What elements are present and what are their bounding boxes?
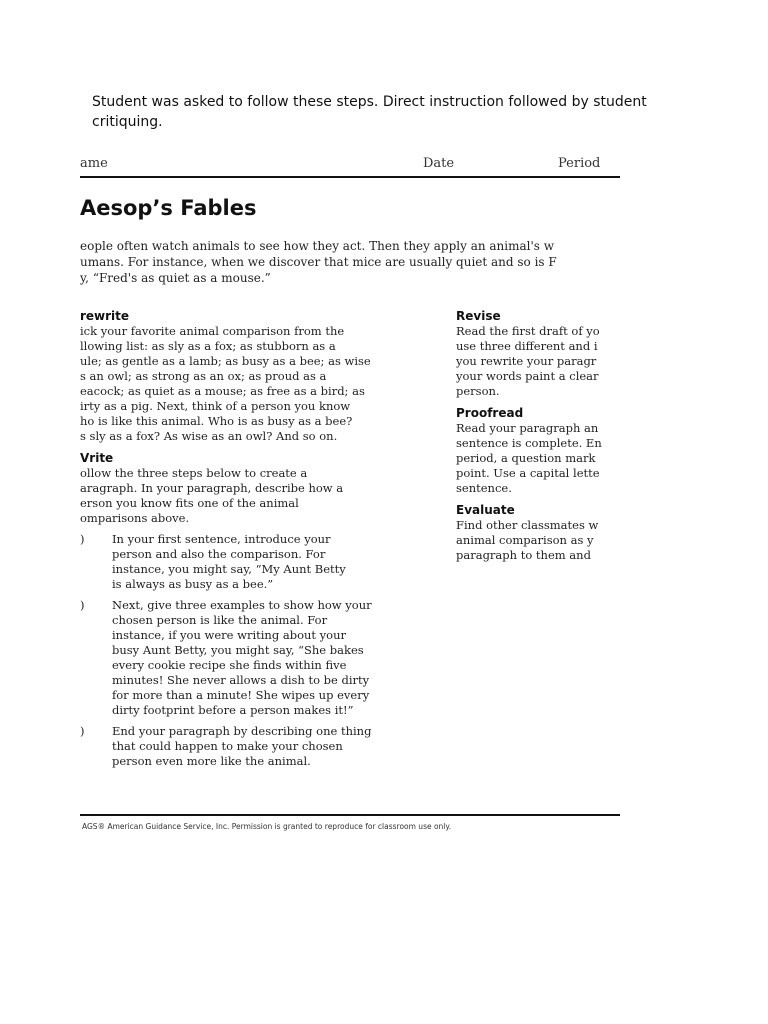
header-rule [80,176,620,178]
write-line: omparisons above. [80,511,190,525]
revise-line: your words paint a clear [456,369,599,383]
revise-line: person. [456,384,500,398]
step-line: chosen person is like the animal. For [112,613,328,627]
left-column [80,308,430,769]
prewrite-line: ule; as gentle as a lamb; as busy as a bee; as wise [80,354,371,368]
evaluate-line: Find other classmates w [456,518,599,532]
prewrite-line: ick your favorite animal comparison from the [80,324,345,338]
write-line: erson you know fits one of the animal [80,496,299,510]
header-period-label: Period [558,156,601,171]
revise-body [456,324,620,399]
footer-rule [80,814,620,816]
evaluate-body [456,518,620,563]
write-step-2 [80,598,430,718]
proofread-line: period, a question mark [456,451,596,465]
header-name-label: ame [80,156,108,171]
revise-line: use three different and i [456,339,598,353]
step-number: ) [80,532,85,546]
proofread-body [456,421,620,496]
step-line: instance, you might say, “My Aunt Betty [112,562,346,576]
header-date-label: Date [423,156,455,171]
proofread-line: Read your paragraph an [456,421,599,435]
revise-line: Read the first draft of yo [456,324,600,338]
step-line: person even more like the animal. [112,754,311,768]
evaluate-line: animal comparison as y [456,533,594,547]
revise-line: you rewrite your paragr [456,354,597,368]
evaluate-heading: Evaluate [456,503,515,517]
proofread-line: sentence is complete. En [456,436,602,450]
worksheet-intro [80,238,620,286]
evaluate-line: paragraph to them and [456,548,591,562]
step-line: End your paragraph by describing one thing [112,724,372,738]
write-body [80,466,430,526]
step-line: person and also the comparison. For [112,547,326,561]
prewrite-line: llowing list: as sly as a fox; as stubborn as a [80,339,336,353]
proofread-line: point. Use a capital lette [456,466,600,480]
intro-line: eople often watch animals to see how they act. Then they apply an animal's w [80,239,555,253]
prewrite-line: ho is like this animal. Who is as busy as a bee? [80,414,353,428]
write-line: aragraph. In your paragraph, describe how a [80,481,344,495]
worksheet-title: Aesop’s Fables [80,196,257,220]
step-line: is always as busy as a bee.” [112,577,274,591]
step-line: dirty footprint before a person makes it!” [112,703,354,717]
write-heading: Vrite [80,451,114,465]
write-step-1 [80,532,430,592]
prewrite-line: eacock; as quiet as a mouse; as free as a bird; as [80,384,365,398]
step-line: for more than a minute! She wipes up every [112,688,370,702]
prewrite-heading: rewrite [80,309,130,323]
write-line: ollow the three steps below to create a [80,466,308,480]
worksheet-scan [80,148,620,838]
prewrite-line: s sly as a fox? As wise as an owl? And so on. [80,429,338,443]
proofread-heading: Proofread [456,406,524,420]
intro-line: y, “Fred's as quiet as a mouse.” [80,271,271,285]
intro-line: umans. For instance, when we discover that mice are usually quiet and so is F [80,255,557,269]
step-line: busy Aunt Betty, you might say, “She bakes [112,643,364,657]
step-line: that could happen to make your chosen [112,739,343,753]
prewrite-line: s an owl; as strong as an ox; as proud as a [80,369,327,383]
revise-heading: Revise [456,309,501,323]
step-line: In your first sentence, introduce your [112,532,331,546]
step-line: every cookie recipe she finds within five [112,658,347,672]
step-line: Next, give three examples to show how your [112,598,372,612]
proofread-line: sentence. [456,481,512,495]
right-column [456,308,620,563]
prewrite-body [80,324,430,444]
intro-text: Student was asked to follow these steps. Direct instruction followed by student critiquing. [92,94,647,130]
step-line: minutes! She never allows a dish to be dirty [112,673,370,687]
prewrite-line: irty as a pig. Next, think of a person you know [80,399,351,413]
step-line: instance, if you were writing about your [112,628,346,642]
step-number: ) [80,724,85,738]
copyright-footer: AGS® American Guidance Service, Inc. Permission is granted to reproduce for classroom use only. [82,822,452,831]
step-number: ) [80,598,85,612]
write-step-3 [80,724,430,769]
